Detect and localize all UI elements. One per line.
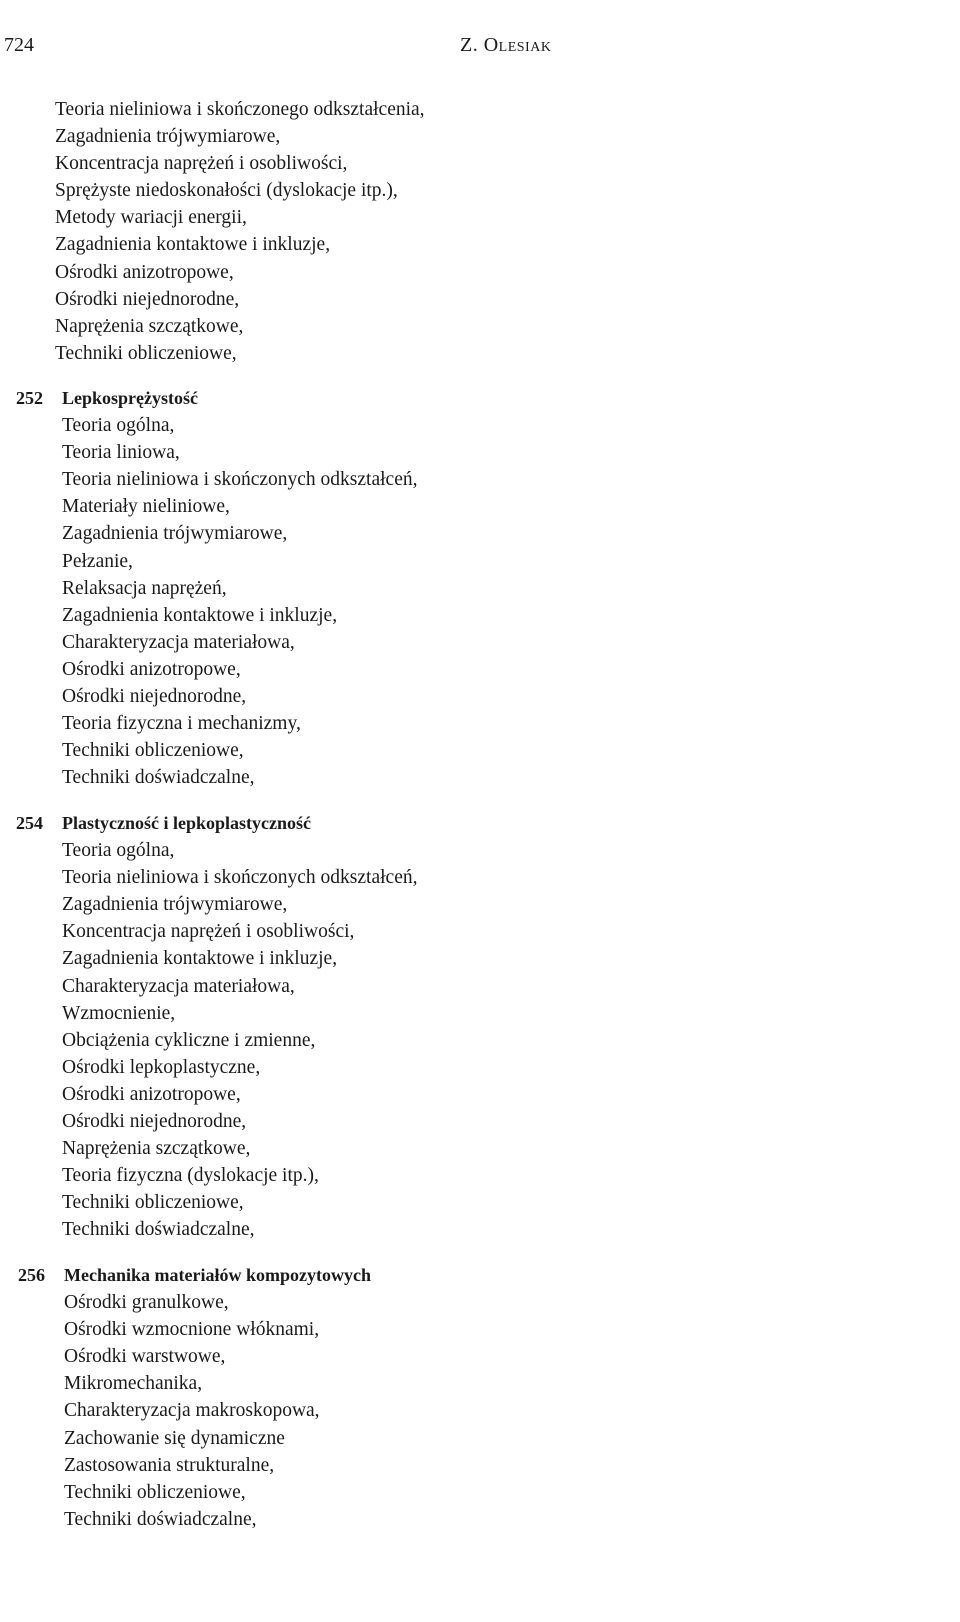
list-item: Teoria nieliniowa i skończonych odkształceń,	[62, 469, 418, 491]
list-item: Mikromechanika,	[64, 1373, 203, 1395]
section-number: 252	[16, 388, 43, 408]
section-number: 254	[16, 813, 43, 833]
list-item: Metody wariacji energii,	[55, 207, 247, 229]
list-item: Materiały nieliniowe,	[62, 496, 230, 518]
list-item: Ośrodki wzmocnione włóknami,	[64, 1319, 320, 1341]
list-item: Ośrodki niejednorodne,	[62, 686, 247, 708]
list-item: Zagadnienia trójwymiarowe,	[62, 894, 288, 916]
list-item: Zagadnienia kontaktowe i inkluzje,	[62, 948, 338, 970]
list-item: Ośrodki anizotropowe,	[55, 261, 234, 283]
list-item: Ośrodki anizotropowe,	[62, 658, 241, 680]
section-heading	[18, 1262, 371, 1289]
list-item: Techniki doświadczalne,	[62, 1219, 255, 1241]
list-item: Naprężenia szczątkowe,	[55, 315, 244, 337]
section-title: Mechanika materiałów kompozytowych	[64, 1265, 371, 1285]
list-item: Zastosowania strukturalne,	[64, 1454, 275, 1476]
list-item: Naprężenia szczątkowe,	[62, 1138, 251, 1160]
intro-list	[55, 96, 425, 367]
list-item: Ośrodki niejednorodne,	[62, 1111, 247, 1133]
list-item: Teoria liniowa,	[62, 442, 180, 464]
running-head-author: Z. Olesiak	[460, 34, 552, 56]
list-item: Charakteryzacja materiałowa,	[62, 631, 295, 653]
section-heading	[16, 810, 417, 837]
list-item: Zagadnienia trójwymiarowe,	[55, 126, 281, 148]
section-title: Lepkosprężystość	[62, 388, 198, 408]
list-item: Ośrodki lepkoplastyczne,	[62, 1056, 261, 1078]
list-item: Relaksacja naprężeń,	[62, 577, 227, 599]
running-head	[460, 34, 551, 57]
list-item: Sprężyste niedoskonałości (dyslokacje itp.),	[55, 180, 398, 202]
list-item: Koncentracja naprężeń i osobliwości,	[55, 153, 348, 175]
list-item: Teoria fizyczna (dyslokacje itp.),	[62, 1165, 319, 1187]
page-number: 724	[4, 34, 34, 56]
section-heading	[16, 385, 417, 412]
list-item: Zagadnienia kontaktowe i inkluzje,	[55, 234, 331, 256]
list-item: Pełzanie,	[62, 550, 133, 572]
list-item: Techniki obliczeniowe,	[55, 342, 237, 364]
list-item: Techniki doświadczalne,	[62, 767, 255, 789]
section-title: Plastyczność i lepkoplastyczność	[62, 813, 311, 833]
list-item: Teoria ogólna,	[62, 415, 175, 437]
list-item: Charakteryzacja makroskopowa,	[64, 1400, 320, 1422]
list-item: Teoria ogólna,	[62, 840, 175, 862]
list-item: Techniki obliczeniowe,	[62, 740, 244, 762]
list-item: Ośrodki warstwowe,	[64, 1346, 226, 1368]
list-item: Zagadnienia kontaktowe i inkluzje,	[62, 604, 338, 626]
list-item: Techniki doświadczalne,	[64, 1508, 257, 1530]
section-252	[16, 385, 418, 791]
section-254	[16, 810, 418, 1244]
list-item: Charakteryzacja materiałowa,	[62, 975, 295, 997]
list-item: Ośrodki niejednorodne,	[55, 288, 240, 310]
section-256	[18, 1262, 371, 1533]
list-item: Ośrodki anizotropowe,	[62, 1083, 241, 1105]
list-item: Zagadnienia trójwymiarowe,	[62, 523, 288, 545]
list-item: Wzmocnienie,	[62, 1002, 176, 1024]
section-number: 256	[18, 1265, 45, 1285]
list-item: Obciążenia cykliczne i zmienne,	[62, 1029, 316, 1051]
list-item: Koncentracja naprężeń i osobliwości,	[62, 921, 355, 943]
list-item: Teoria fizyczna i mechanizmy,	[62, 713, 301, 735]
list-item: Ośrodki granulkowe,	[64, 1292, 229, 1314]
list-item: Techniki obliczeniowe,	[62, 1192, 244, 1214]
list-item: Teoria nieliniowa i skończonych odkształceń,	[62, 867, 418, 889]
list-item: Teoria nieliniowa i skończonego odkształcenia,	[55, 99, 425, 120]
list-item: Techniki obliczeniowe,	[64, 1481, 246, 1503]
list-item: Zachowanie się dynamiczne	[64, 1427, 285, 1449]
